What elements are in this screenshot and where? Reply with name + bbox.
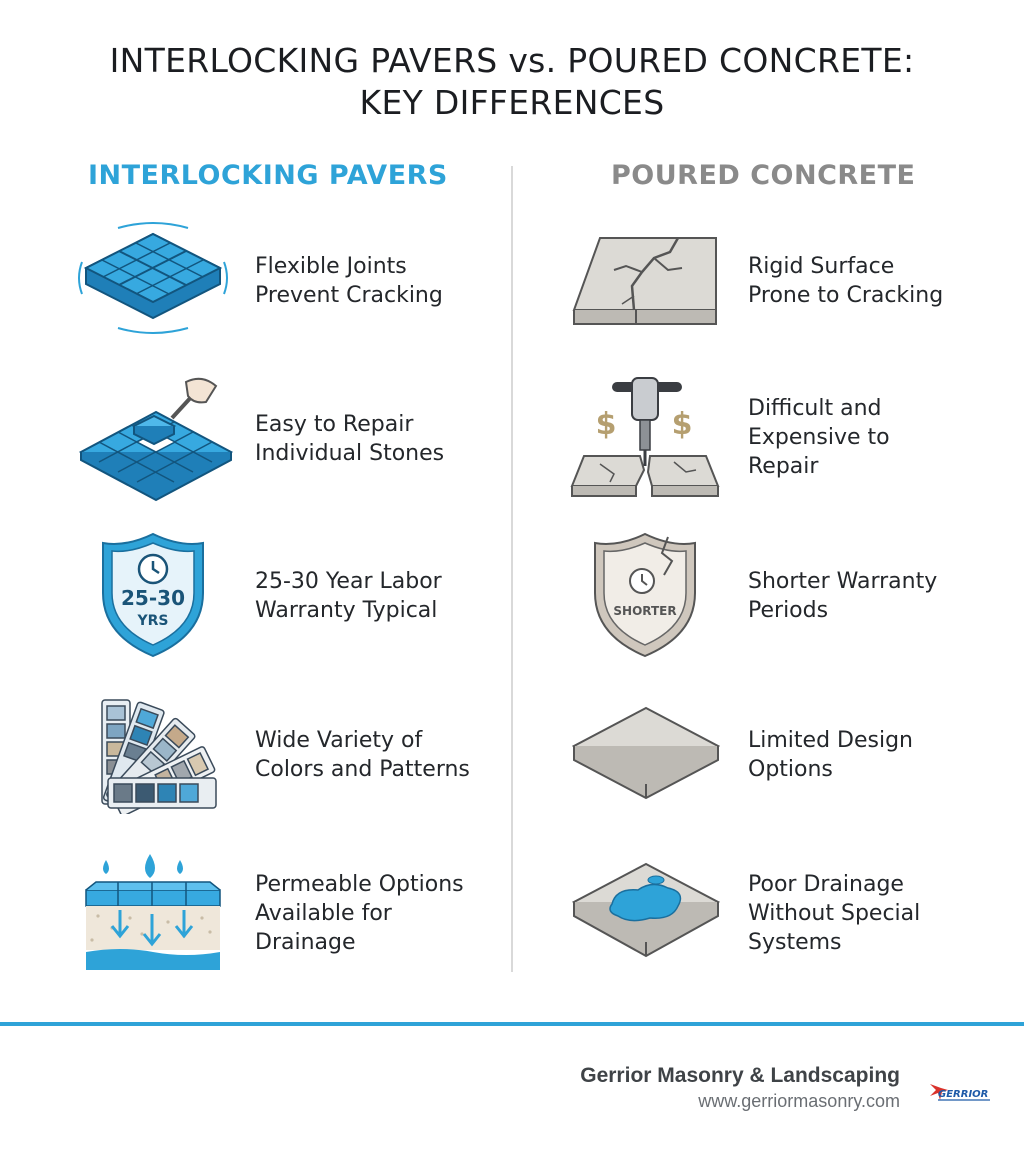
pavers-item-5-line-3: Drainage xyxy=(255,930,356,955)
paver-repair-icon xyxy=(76,372,236,506)
concrete-item-5-line-1: Poor Drainage xyxy=(748,872,904,897)
concrete-item-5-line-2: Without Special xyxy=(748,901,921,926)
pavers-item-2-text xyxy=(255,410,444,468)
concrete-item-3-line-1: Shorter Warranty xyxy=(748,569,938,594)
concrete-item-2-line-2: Expensive to xyxy=(748,425,890,450)
title-line-2: KEY DIFFERENCES xyxy=(359,83,665,122)
pavers-item-1-line-1: Flexible Joints xyxy=(255,254,407,279)
concrete-item-2-line-1: Difficult and xyxy=(748,396,882,421)
svg-text:$: $ xyxy=(595,407,617,442)
concrete-item-2-text xyxy=(748,394,890,481)
pavers-item-4-line-2: Colors and Patterns xyxy=(255,757,470,782)
concrete-item-4-text xyxy=(748,726,913,784)
jackhammer-repair-icon xyxy=(570,374,720,504)
logo-text: GERRIOR xyxy=(938,1089,989,1100)
shield-shorter-label: SHORTER xyxy=(613,604,677,618)
concrete-item-3-line-2: Periods xyxy=(748,598,829,623)
concrete-item-5-text xyxy=(748,870,920,957)
pavers-item-4-line-1: Wide Variety of xyxy=(255,728,423,753)
concrete-item-4-line-2: Options xyxy=(748,757,833,782)
pavers-item-3-line-2: Warranty Typical xyxy=(255,598,438,623)
footer-divider xyxy=(0,1022,1024,1026)
pavers-item-3-text xyxy=(255,567,442,625)
cracked-slab-icon xyxy=(570,234,720,334)
permeable-drainage-icon xyxy=(84,852,222,978)
company-url[interactable]: www.gerriormasonry.com xyxy=(698,1091,900,1111)
shield-years-value: 25-30 xyxy=(121,586,185,610)
title-line-1: INTERLOCKING PAVERS vs. POURED CONCRETE: xyxy=(109,41,915,80)
warranty-shield-icon xyxy=(100,531,206,663)
concrete-item-1-text xyxy=(748,252,943,310)
pavers-item-1-text xyxy=(255,252,443,310)
pavers-item-4-text xyxy=(255,726,470,784)
pavers-item-3-line-1: 25-30 Year Labor xyxy=(255,569,442,594)
pavers-item-5-line-2: Available for xyxy=(255,901,392,926)
pavers-item-5-line-1: Permeable Options xyxy=(255,872,464,897)
concrete-item-5-line-3: Systems xyxy=(748,930,842,955)
page-title xyxy=(0,40,1024,124)
column-heading-pavers: INTERLOCKING PAVERS xyxy=(88,160,448,191)
color-swatch-fan-icon xyxy=(98,694,220,818)
concrete-item-2-line-3: Repair xyxy=(748,454,819,479)
svg-text:$: $ xyxy=(671,407,693,442)
concrete-item-1-line-2: Prone to Cracking xyxy=(748,283,944,308)
concrete-item-4-line-1: Limited Design xyxy=(748,728,913,753)
pavers-item-1-line-2: Prevent Cracking xyxy=(255,283,443,308)
shield-years-unit: YRS xyxy=(137,613,169,629)
pavers-item-2-line-2: Individual Stones xyxy=(255,441,445,466)
column-heading-concrete: POURED CONCRETE xyxy=(611,160,916,191)
column-divider xyxy=(511,166,513,972)
puddle-slab-icon xyxy=(572,862,720,966)
concrete-item-3-text xyxy=(748,567,937,625)
concrete-item-1-line-1: Rigid Surface xyxy=(748,254,895,279)
company-logo xyxy=(928,1080,998,1108)
paver-grid-icon xyxy=(78,222,228,338)
company-name: Gerrior Masonry & Landscaping xyxy=(580,1064,900,1087)
cracked-shield-icon xyxy=(592,531,698,663)
pavers-item-2-line-1: Easy to Repair xyxy=(255,412,414,437)
plain-slab-icon xyxy=(572,706,720,806)
pavers-item-5-text xyxy=(255,870,464,957)
